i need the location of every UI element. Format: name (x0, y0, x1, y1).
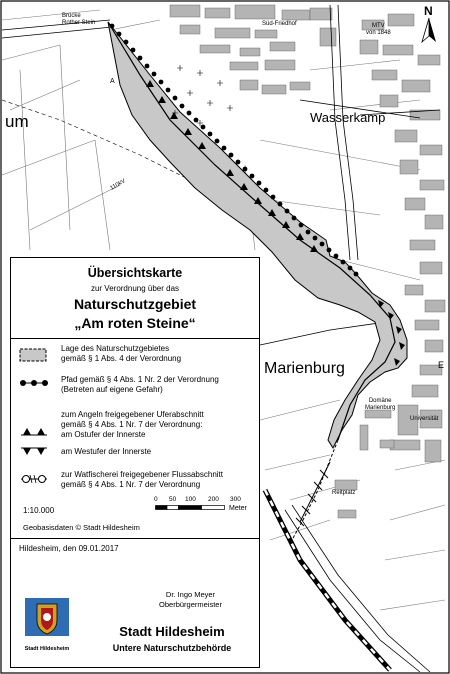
west-bank-triangles-icon (19, 447, 49, 457)
east-bank-triangles-icon (19, 426, 49, 436)
letter-e-label: E (438, 360, 445, 370)
scale-tick-200: 200 (208, 496, 219, 503)
legend-item-wading: zur Watfischerei freigegebener Flussabschnitt gemäß § 4 Abs. 1 Nr. 7 der Verordnung (61, 470, 223, 489)
scale-tick-50: 50 (169, 496, 177, 503)
legend-divider-2 (11, 538, 259, 539)
riding-ground-label: Reitplatz (332, 490, 356, 496)
wading-section-icon (19, 472, 49, 486)
scale-tick-100: 100 (185, 496, 196, 503)
city-crest-icon (19, 596, 75, 646)
cemetery-label: Süd-Friedhof (262, 21, 297, 27)
scale-tick-300: 300 (230, 496, 241, 503)
legend-item-area: Lage des Naturschutzgebietes gemäß § 1 Abs. 4 der Verordnung (61, 344, 182, 363)
data-source: Geobasisdaten © Stadt Hildesheim (23, 523, 140, 532)
legend-item-path: Pfad gemäß § 4 Abs. 1 Nr. 2 der Verordnung (Betreten auf eigene Gefahr) (61, 375, 219, 394)
reserve-name-line2: „Am roten Steine“ (74, 315, 196, 331)
scale-unit: Meter (229, 505, 247, 512)
date-line: Hildesheim, den 09.01.2017 (19, 544, 119, 553)
bridge-label: Brücke Rother Stein (62, 13, 96, 26)
scale-ratio: 1:10.000 (23, 506, 55, 515)
north-label: N (424, 4, 433, 18)
power-line-label: 110kV (109, 178, 127, 192)
city-logo (19, 596, 75, 660)
legend-panel (10, 257, 260, 668)
legend-subtitle: zur Verordnung über das (90, 284, 180, 293)
legend-divider-1 (11, 338, 259, 339)
scale-tick-0: 0 (154, 496, 158, 503)
signatory: Dr. Ingo Meyer Oberbürgermeister (159, 590, 222, 609)
authority-department: Untere Naturschutzbehörde (112, 643, 232, 653)
district-label-wasserkamp: Wasserkamp (310, 110, 386, 125)
district-label-marienburg: Marienburg (264, 360, 345, 377)
area-swatch-icon (19, 348, 47, 362)
legend-title: Übersichtskarte (87, 266, 183, 280)
university-label: Universität (410, 416, 439, 422)
authority-name: Stadt Hildesheim (119, 624, 225, 639)
letter-a-label: A (110, 78, 115, 85)
legend-item-west-bank: am Westufer der Innerste (61, 447, 152, 456)
dotted-path-icon (19, 379, 49, 387)
copyright-icon: © (75, 523, 82, 532)
reserve-name-line1: Naturschutzgebiet (73, 296, 197, 312)
north-arrow (416, 6, 442, 46)
legend-item-east-bank: am Ostufer der Innerste (61, 430, 146, 439)
sports-club-label: MTV von 1848 (366, 23, 391, 36)
district-label-um: um (5, 112, 29, 131)
scale-bar (155, 505, 239, 511)
domaene-label: Domäne Marienburg (365, 398, 396, 411)
legend-item-fishing: zum Angeln freigegebener Uferabschnitt gemäß § 4 Abs. 1 Nr. 7 der Verordnung: (61, 410, 204, 429)
logo-caption: Stadt Hildesheim (24, 646, 70, 652)
